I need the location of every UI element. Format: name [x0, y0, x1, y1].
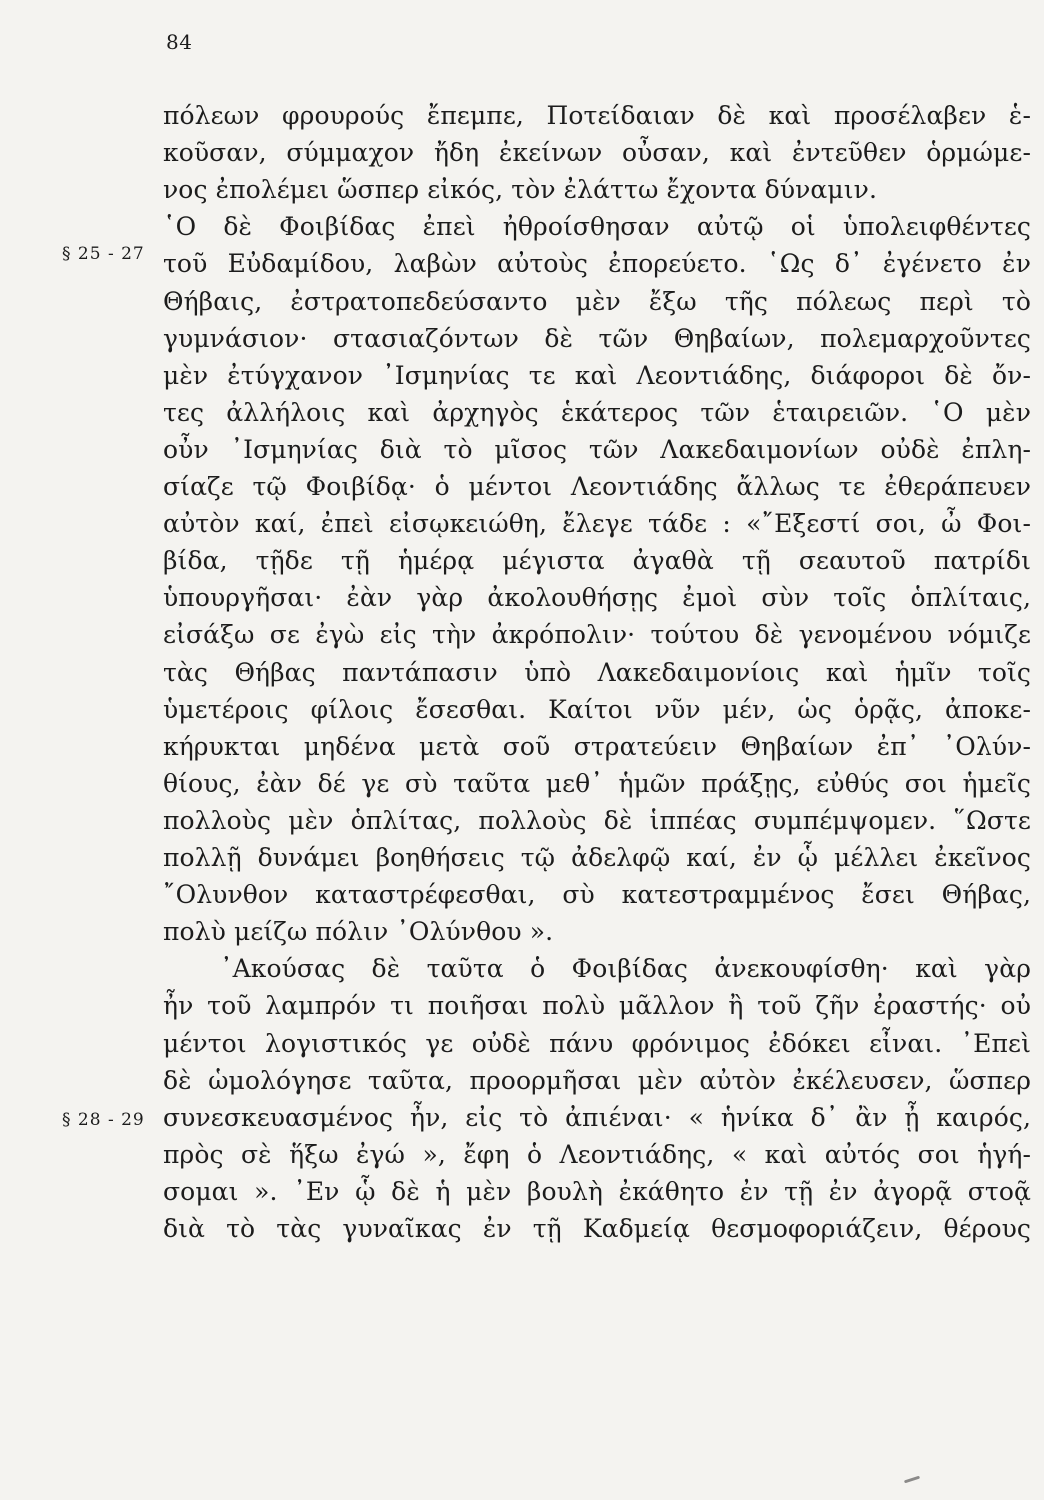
text-line: Θήβαις, ἐστρατοπεδεύσαντο μὲν ἔξω τῆς πόλεως περὶ τὸ [163, 286, 1031, 316]
text-line: εἰσάξω σε ἐγὼ εἰς τὴν ἀκρόπολιν· τούτου δὲ γενομένου νόμιζε [163, 620, 1031, 650]
text-line: σίαζε τῷ Φοιβίδᾳ· ὁ μέντοι Λεοντιάδης ἄλλως τε ἐθεράπευεν [163, 472, 1031, 501]
text-line: πολλῇ δυνάμει βοηθήσεις τῷ ἀδελφῷ καί, ἐν ᾧ μέλλει ἐκεῖνος [163, 843, 1031, 872]
text-line: αὐτὸν καί, ἐπεὶ εἰσῳκειώθη, ἔλεγε τάδε : «῎Εξεστί σοι, ὦ Φοι- [163, 509, 1031, 539]
text-line: μὲν ἐτύγχανον ᾿Ισμηνίας τε καὶ Λεοντιάδης, διάφοροι δὲ ὄν- [163, 360, 1031, 390]
text-line: ῎Ολυνθον καταστρέφεσθαι, σὺ κατεστραμμένος ἔσει Θήβας, [163, 880, 1031, 910]
text-line: ῾Ο δὲ Φοιβίδας ἐπεὶ ἠθροίσθησαν αὐτῷ οἱ ὑπολειφθέντες [163, 212, 1031, 242]
text-line: τὰς Θήβας παντάπασιν ὑπὸ Λακεδαιμονίοις καὶ ἡμῖν τοῖς [163, 657, 1031, 687]
text-line: τοῦ Εὐδαμίδου, λαβὼν αὐτοὺς ἐπορεύετο. ῾Ως δ᾽ ἐγένετο ἐν [163, 249, 1031, 279]
section-marker: § 28 - 29 [62, 1110, 145, 1130]
text-line: πρὸς σὲ ἥξω ἐγώ », ἔφη ὁ Λεοντιάδης, « καὶ αὐτός σοι ἡγή- [163, 1139, 1031, 1169]
text-line: ἦν τοῦ λαμπρόν τι ποιῆσαι πολὺ μᾶλλον ἢ τοῦ ζῆν ἐραστής· οὐ [163, 991, 1031, 1021]
text-line: μέντοι λογιστικός γε οὐδὲ πάνυ φρόνιμος ἐδόκει εἶναι. ᾿Επεὶ [163, 1028, 1031, 1058]
text-line: τες ἀλλήλοις καὶ ἀρχηγὸς ἑκάτερος τῶν ἑταιρειῶν. ῾Ο μὲν [163, 397, 1031, 427]
text-line: γυμνάσιον· στασιαζόντων δὲ τῶν Θηβαίων, πολεμαρχοῦντες [163, 323, 1031, 353]
text-line: δὲ ὡμολόγησε ταῦτα, προορμῆσαι μὲν αὐτὸν ἐκέλευσεν, ὥσπερ [163, 1065, 1031, 1095]
ink-speck [904, 1476, 920, 1484]
page-number: 84 [166, 30, 193, 54]
section-marker: § 25 - 27 [62, 244, 145, 264]
text-line: νος ἐπολέμει ὥσπερ εἰκός, τὸν ἐλάττω ἔχοντα δύναμιν. [163, 175, 878, 205]
text-line: βίδα, τῇδε τῇ ἡμέρᾳ μέγιστα ἀγαθὰ τῇ σεαυτοῦ πατρίδι [163, 546, 1031, 576]
text-line: θίους, ἐὰν δέ γε σὺ ταῦτα μεθ᾽ ἡμῶν πράξῃς, εὐθύς σοι ἡμεῖς [163, 768, 1031, 798]
text-line: συνεσκευασμένος ἦν, εἰς τὸ ἀπιέναι· « ἡνίκα δ᾽ ἂν ᾖ καιρός, [163, 1102, 1031, 1132]
text-line: κήρυκται μηδένα μετὰ σοῦ στρατεύειν Θηβαίων ἐπ᾽ ᾿Ολύν- [163, 731, 1031, 761]
text-line: πόλεων φρουρούς ἔπεμπε, Ποτείδαιαν δὲ καὶ προσέλαβεν ἑ- [163, 101, 1031, 130]
text-line: πολλοὺς μὲν ὁπλίτας, πολλοὺς δὲ ἱππέας συμπέμψομεν. ῞Ωστε [163, 805, 1031, 835]
text-line: κοῦσαν, σύμμαχον ἤδη ἐκείνων οὖσαν, καὶ ἐντεῦθεν ὁρμώμε- [163, 138, 1031, 168]
text-line: διὰ τὸ τὰς γυναῖκας ἐν τῇ Καδμείᾳ θεσμοφοριάζειν, θέρους [163, 1214, 1031, 1243]
text-line: σομαι ». ᾿Εν ᾧ δὲ ἡ μὲν βουλὴ ἐκάθητο ἐν τῇ ἐν ἀγορᾷ στοᾷ [163, 1176, 1031, 1206]
text-line: πολὺ μείζω πόλιν ᾿Ολύνθου ». [163, 917, 554, 947]
text-line: ᾿Ακούσας δὲ ταῦτα ὁ Φοιβίδας ἀνεκουφίσθη· καὶ γὰρ [220, 954, 1031, 984]
text-line: οὖν ᾿Ισμηνίας διὰ τὸ μῖσος τῶν Λακεδαιμονίων οὐδὲ ἐπλη- [163, 434, 1031, 464]
text-line: ὑπουργῆσαι· ἐὰν γὰρ ἀκολουθήσῃς ἐμοὶ σὺν τοῖς ὁπλίταις, [163, 583, 1031, 613]
text-line: ὑμετέροις φίλοις ἔσεσθαι. Καίτοι νῦν μέν, ὡς ὁρᾷς, ἀποκε- [163, 694, 1031, 724]
